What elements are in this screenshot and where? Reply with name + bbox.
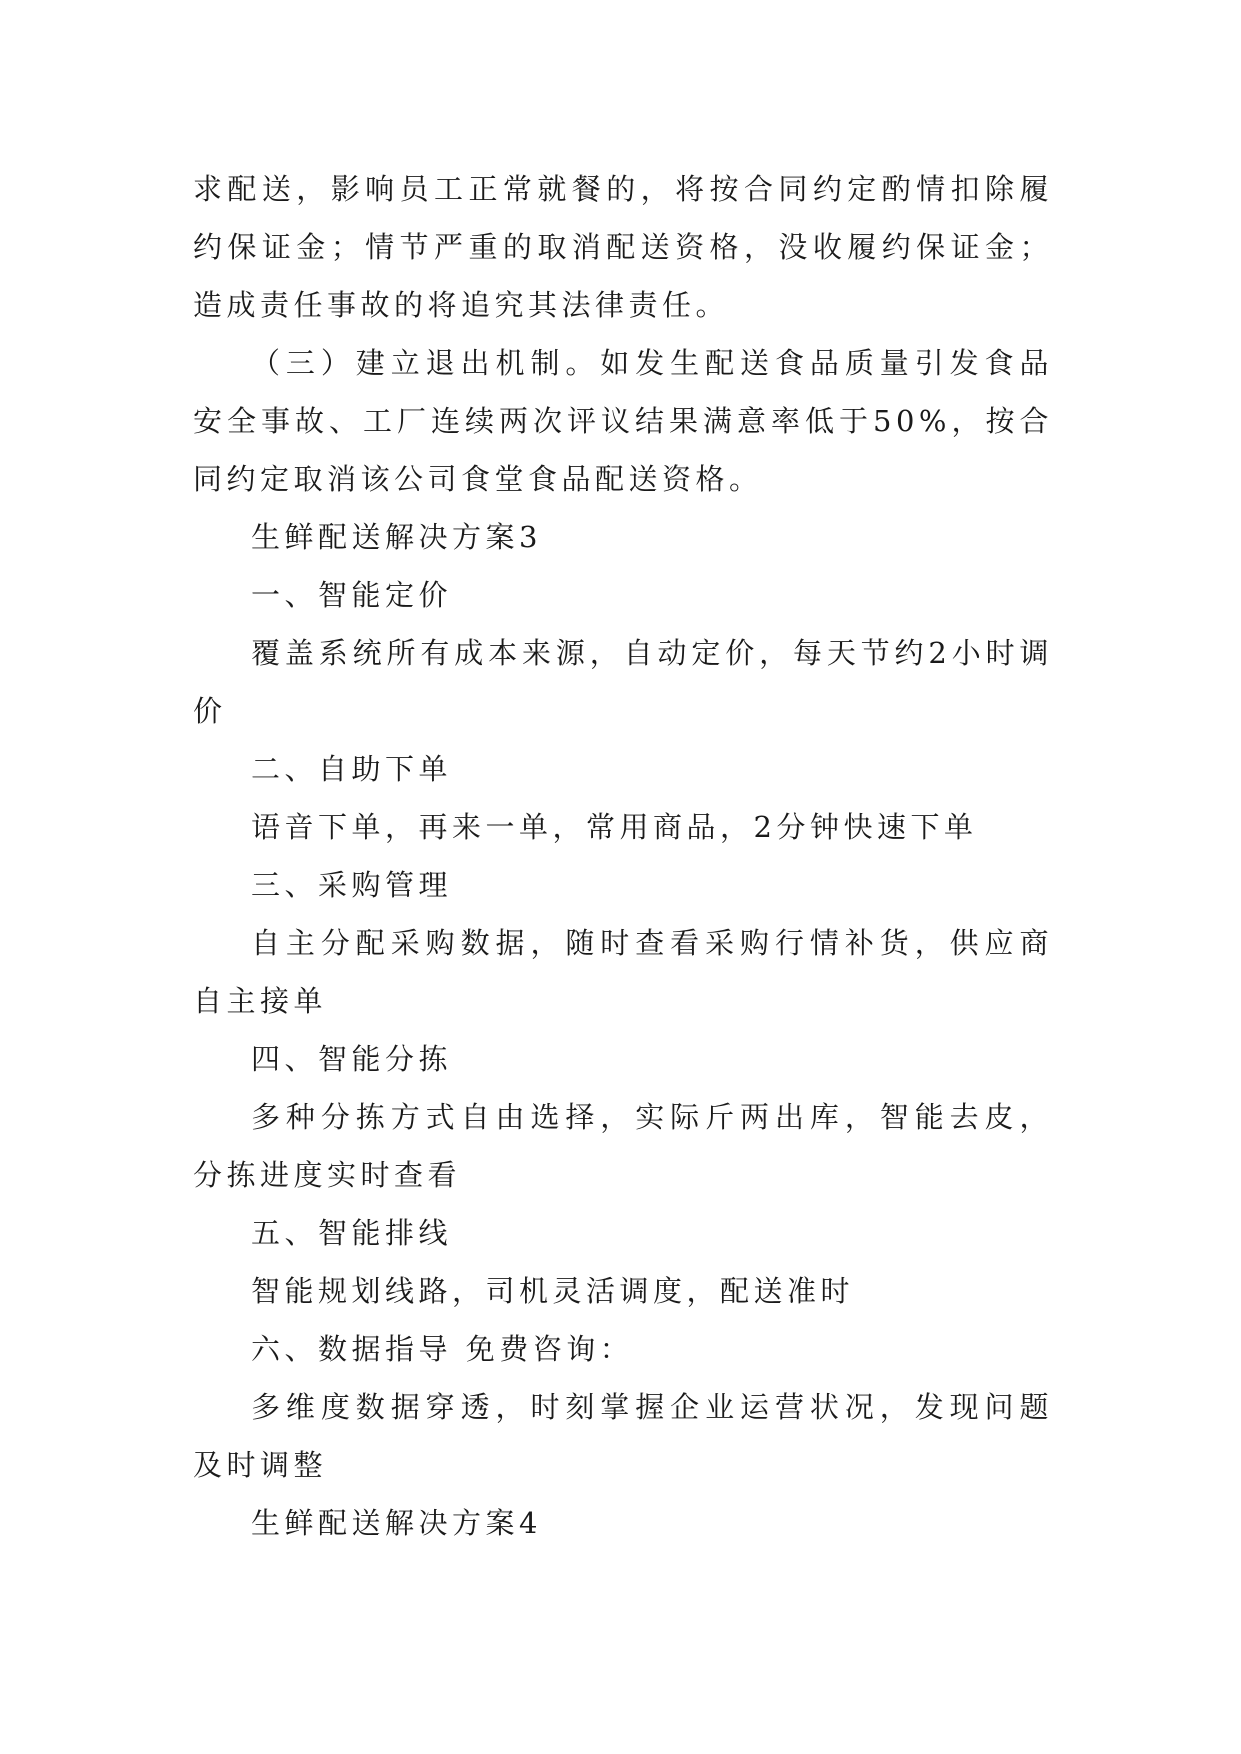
item-heading-data-guidance: 六、数据指导 免费咨询：	[251, 1332, 634, 1366]
item-body-procurement: 自主分配采购数据，随时查看采购行情补货，供应商自主接单	[193, 926, 1053, 1018]
item-heading-procurement: 三、采购管理	[251, 868, 453, 902]
section-heading-solution-4: 生鲜配送解决方案4	[251, 1506, 542, 1540]
item-body-data-guidance: 多维度数据穿透，时刻掌握企业运营状况，发现问题及时调整	[193, 1390, 1053, 1482]
item-heading-smart-sorting: 四、智能分拣	[251, 1042, 453, 1076]
item-body-smart-routing: 智能规划线路，司机灵活调度，配送准时	[251, 1274, 855, 1308]
item-heading-self-ordering: 二、自助下单	[251, 752, 453, 786]
paragraph-exit-mechanism: （三）建立退出机制。如发生配送食品质量引发食品安全事故、工厂连续两次评议结果满意率低于50%，按合同约定取消该公司食堂食品配送资格。	[193, 346, 1053, 496]
item-heading-smart-pricing: 一、智能定价	[251, 578, 453, 612]
section-heading-solution-3: 生鲜配送解决方案3	[251, 520, 542, 554]
document-body	[193, 160, 1053, 1552]
paragraph-continuation: 求配送，影响员工正常就餐的，将按合同约定酌情扣除履约保证金；情节严重的取消配送资格，没收履约保证金；造成责任事故的将追究其法律责任。	[193, 172, 1053, 322]
item-body-smart-sorting: 多种分拣方式自由选择，实际斤两出库，智能去皮，分拣进度实时查看	[193, 1100, 1053, 1192]
item-body-self-ordering: 语音下单，再来一单，常用商品，2分钟快速下单	[251, 810, 978, 844]
item-heading-smart-routing: 五、智能排线	[251, 1216, 453, 1250]
item-body-smart-pricing: 覆盖系统所有成本来源，自动定价，每天节约2小时调价	[193, 636, 1053, 728]
